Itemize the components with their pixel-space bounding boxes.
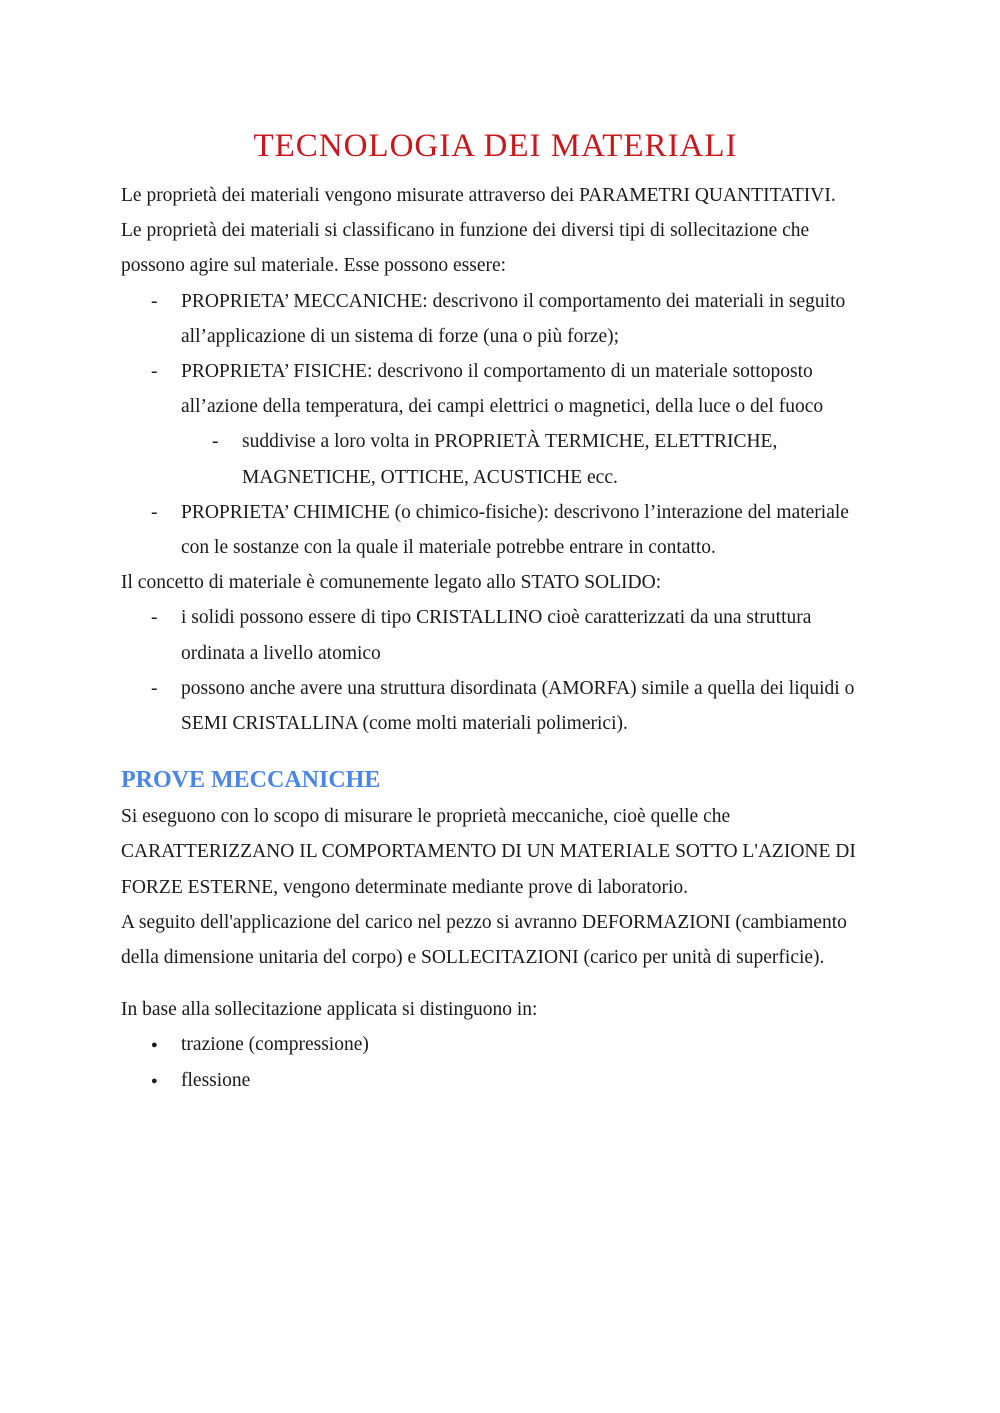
- list-item-text: suddivise a loro volta in PROPRIETÀ TERMICHE, ELETTRICHE, MAGNETICHE, OTTICHE, ACUSTICHE ecc.: [242, 431, 778, 488]
- list-item: [121, 284, 870, 354]
- solid-state-paragraph: Il concetto di materiale è comunemente legato allo STATO SOLIDO:: [121, 572, 662, 594]
- list-item: [121, 1063, 870, 1098]
- section-paragraph-3: In base alla sollecitazione applicata si distinguono in:: [121, 999, 538, 1021]
- dash-marker: -: [151, 677, 158, 699]
- dash-marker: -: [151, 361, 158, 383]
- dash-marker: -: [151, 290, 158, 312]
- solid-state-list: [121, 600, 870, 741]
- dash-marker: -: [151, 607, 158, 629]
- section-paragraph-2: A seguito dell'applicazione del carico nel pezzo si avranno DEFORMAZIONI (cambiamento della dimensione unitaria del corpo) e SOLLECITAZIONI (carico per unità di superficie).: [121, 911, 847, 969]
- dash-marker: -: [151, 501, 158, 523]
- list-item-text: flessione: [181, 1069, 251, 1091]
- list-item: [121, 354, 870, 424]
- paragraph-spacer: [121, 975, 870, 992]
- list-item: [121, 495, 870, 565]
- dash-marker: -: [212, 431, 219, 453]
- intro-paragraph-1: Le proprietà dei materiali vengono misurate attraverso dei PARAMETRI QUANTITATIVI.: [121, 185, 836, 206]
- bullet-marker: ●: [151, 1074, 158, 1087]
- intro-paragraph-2: Le proprietà dei materiali si classificano in funzione dei diversi tipi di sollecitazione che possono agire sul materiale. Esse possono essere:: [121, 220, 810, 277]
- list-item-text: PROPRIETA’ MECCANICHE: descrivono il comportamento dei materiali in seguito all’applicazione di un sistema di forze (una o più forze);: [181, 290, 846, 347]
- list-item: [121, 600, 870, 670]
- properties-list-continued: [121, 495, 870, 565]
- list-item: [121, 671, 870, 741]
- list-item-text: trazione (compressione): [181, 1034, 369, 1056]
- bullet-marker: ●: [151, 1039, 158, 1052]
- list-item: [121, 1027, 870, 1062]
- properties-list: [121, 284, 870, 425]
- physical-properties-sublist: [121, 424, 870, 494]
- page-title: TECNOLOGIA DEI MATERIALI: [253, 128, 738, 164]
- list-item-text: i solidi possono essere di tipo CRISTALLINO cioè caratterizzati da una struttura ordinata a livello atomico: [181, 607, 812, 664]
- list-item-text: PROPRIETA’ FISICHE: descrivono il comportamento di un materiale sottoposto all’azione della temperatura, dei campi elettrici o magnetici, della luce o del fuoco: [181, 361, 824, 418]
- list-item-text: possono anche avere una struttura disordinata (AMORFA) simile a quella dei liquidi o SEMI CRISTALLINA (come molti materiali polimerici).: [181, 677, 855, 735]
- stress-types-list: [121, 1027, 870, 1097]
- list-item: [121, 424, 870, 494]
- section-heading: PROVE MECCANICHE: [121, 767, 381, 794]
- list-item-text: PROPRIETA’ CHIMICHE (o chimico-fisiche): descrivono l’interazione del materiale con le sostanze con la quale il materiale potrebbe entrare in contatto.: [181, 501, 849, 559]
- section-paragraph-1: Si eseguono con lo scopo di misurare le proprietà meccaniche, cioè quelle che CARATTERIZZANO IL COMPORTAMENTO DI UN MATERIALE SOTTO L'AZIONE DI FORZE ESTERNE, vengono determinate mediante prove di laboratorio.: [121, 806, 856, 898]
